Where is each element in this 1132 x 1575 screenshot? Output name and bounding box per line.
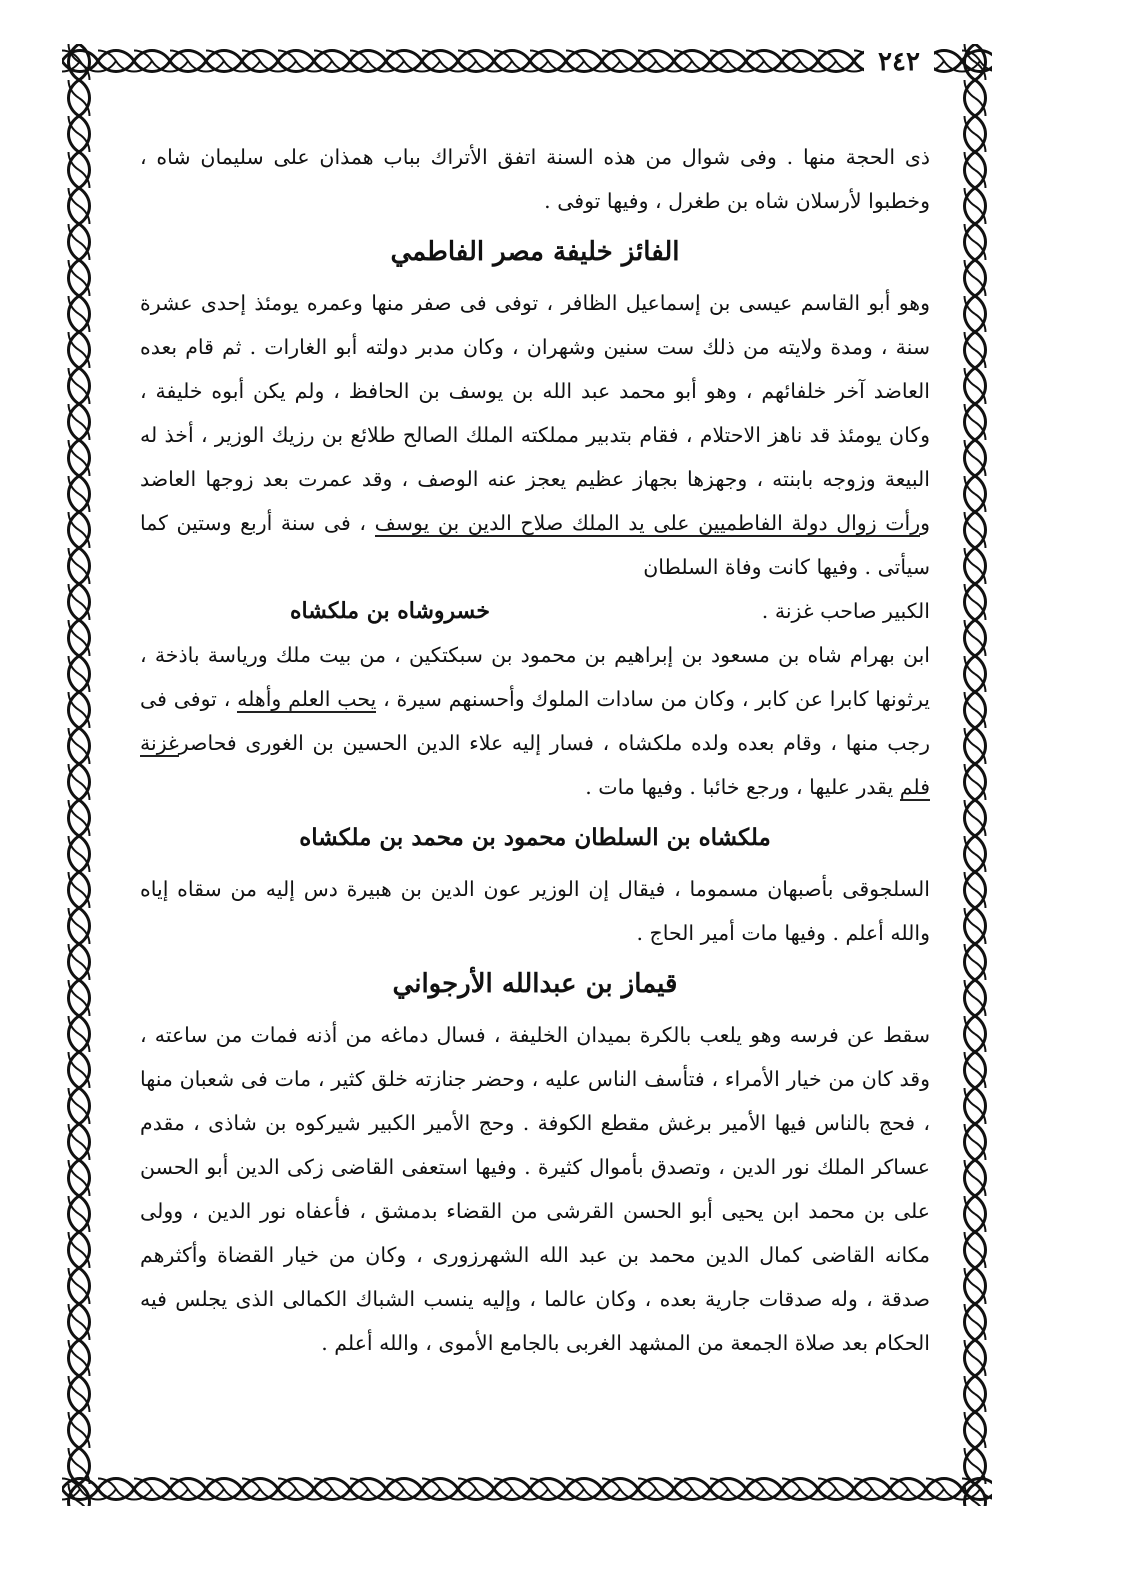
underlined-text: رأت زوال دولة الفاطميين على يد الملك صلاح الدين بن يوسف	[374, 511, 921, 535]
paragraph	[140, 281, 930, 589]
text-run: ، توفى فى رجب منها ، وقام بعده ولده ملكشاه ، فسار إليه علاء الدين الحسين بن الغورى فحاصر	[140, 687, 930, 755]
section-heading: خسروشاه بن ملكشاه	[290, 598, 490, 624]
page-text	[140, 135, 930, 1435]
paragraph	[140, 633, 930, 809]
ornamental-border-top	[62, 44, 992, 78]
section-heading: ملكشاه بن السلطان محمود بن محمد بن ملكشاه	[299, 824, 771, 851]
section-heading: قيماز بن عبدالله الأرجواني	[392, 969, 678, 999]
paragraph: سقط عن فرسه وهو يلعب بالكرة بميدان الخليفة ، فسال دماغه من أذنه فمات من ساعته ، وقد كان من خيار الأمراء ، فتأسف الناس عليه ، وحضر جنازته خلق كثير ، مات فى شعبان منها ، فحج بالناس فيها الأمير برغش مقطع الكوفة . وحج الأمير الكبير شيركوه بن شاذى ، مقدم عساكر الملك نور الدين ، وتصدق بأموال كثيرة . وفيها استعفى القاضى زكى الدين أبو الحسن على بن محمد ابن يحيى أبو الحسن القرشى من القضاء بدمشق ، فأعفاه نور الدين ، وولى مكانه القاضى كمال الدين محمد بن عبد الله الشهرزورى ، وكان من خيار القضاة وأكثرهم صدقة ، وله صدقات جارية بعده ، وكان عالما ، وإليه ينسب الشباك الكمالى الذى يجلس فيه الحكام بعد صلاة الجمعة من المشهد الغربى بالجامع الأموى ، والله أعلم .	[140, 1023, 930, 1355]
text-run: ، فى سنة أربع وستين كما سيأتى . وفيها كانت وفاة السلطان	[140, 511, 930, 579]
text-run: ابن بهرام شاه بن مسعود بن إبراهيم بن محمود بن سبكتكين ، من بيت ملك ورياسة باذخة ، يرثونها كابرا عن كابر ، وكان من سادات الملوك وأحسنهم سيرة ،	[140, 643, 930, 711]
text-run: وهو أبو القاسم عيسى بن إسماعيل الظافر ، توفى فى صفر منها وعمره يومئذ إحدى عشرة سنة ، ومدة ولايته من ذلك ست سنين وشهران ، وكان مدبر دولته أبو الغارات . ثم قام بعده العاضد آخر خلفائهم ، وهو أبو محمد عبد الله بن يوسف بن الحافظ ، ولم يكن أبوه خليفة ، وكان يومئذ قد ناهز الاحتلام ، فقام بتدبير مملكته الملك الصالح طلائع بن رزيك الوزير ، أخذ له البيعة وزوجه بابنته ، وجهزها بجهاز عظيم يعجز عنه الوصف ، وقد عمرت بعد زوجها العاضد و	[140, 291, 931, 535]
text-run: الكبير صاحب غزنة .	[761, 599, 930, 623]
underlined-text: غزنة فلم	[140, 731, 930, 799]
underlined-text: يحب العلم وأهله	[237, 687, 377, 711]
paragraph: السلجوقى بأصبهان مسموما ، فيقال إن الوزير عون الدين بن هبيرة دس إليه من سقاه إياه والله أعلم . وفيها مات أمير الحاج .	[140, 877, 930, 945]
ornamental-border-right	[958, 44, 992, 1506]
text-run: يقدر عليها ، ورجع خائبا . وفيها مات .	[585, 775, 894, 799]
paragraph-with-heading	[140, 589, 930, 633]
section-heading: الفائز خليفة مصر الفاطمي	[390, 237, 680, 267]
ornamental-border-left	[62, 44, 96, 1506]
paragraph: ذى الحجة منها . وفى شوال من هذه السنة اتفق الأتراك بباب همذان على سليمان شاه ، وخطبوا لأرسلان شاه بن طغرل ، وفيها توفى .	[140, 145, 930, 213]
page-number: ٢٤٢	[864, 44, 934, 80]
ornamental-border-bottom	[62, 1472, 992, 1506]
